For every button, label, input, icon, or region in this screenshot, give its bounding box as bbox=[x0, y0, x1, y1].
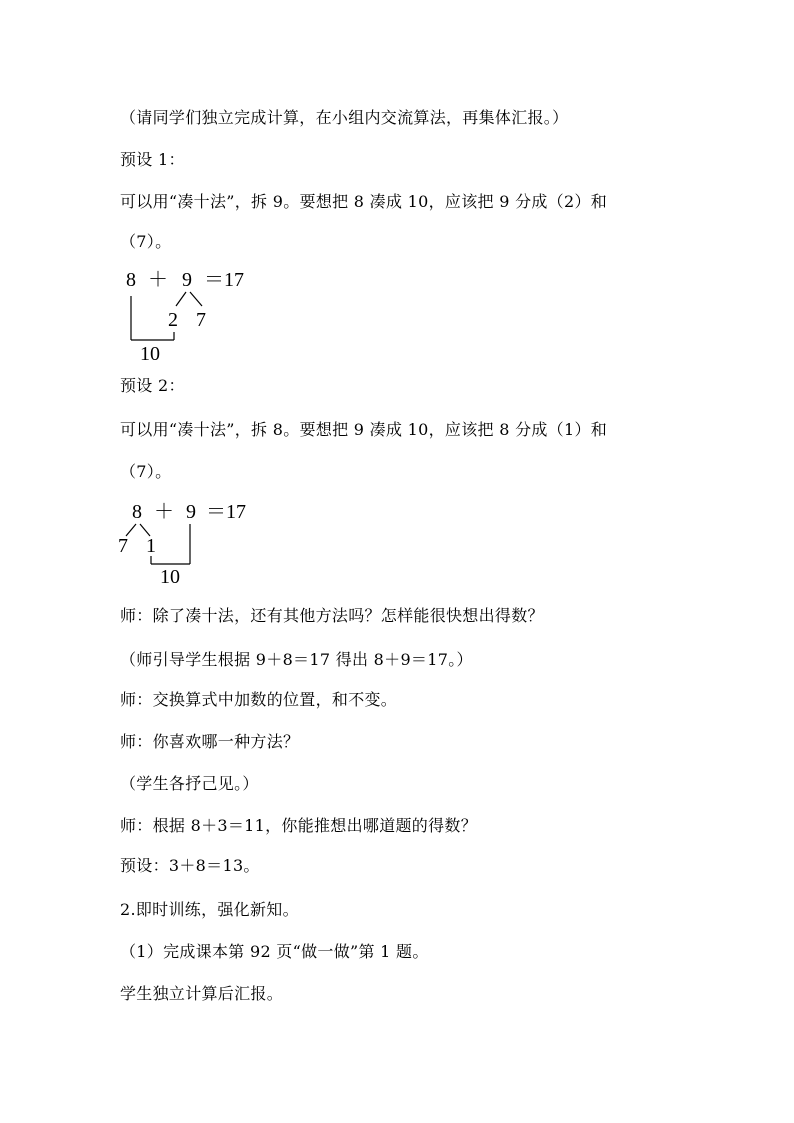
equals-result: ＝17 bbox=[206, 501, 246, 523]
split-part-left: 2 bbox=[168, 309, 178, 331]
split-line-left bbox=[176, 292, 186, 306]
make-ten-diagram-2 bbox=[110, 494, 310, 594]
teacher-guide-note: （师引导学生根据 9＋8＝17 得出 8＋9＝17。） bbox=[120, 650, 473, 669]
preset-1-heading: 预设 1： bbox=[120, 150, 185, 169]
teacher-question-other-methods: 师：除了凑十法，还有其他方法吗？怎样能很快想出得数？ bbox=[120, 606, 544, 625]
preset-2-heading: 预设 2： bbox=[120, 376, 185, 395]
preset-answer: 预设：3＋8＝13。 bbox=[120, 856, 260, 875]
split-line-right bbox=[190, 292, 202, 306]
teacher-question-infer: 师：根据 8＋3＝11，你能推想出哪道题的得数？ bbox=[120, 816, 478, 835]
addend-b: 9 bbox=[182, 269, 192, 291]
split-part-left: 7 bbox=[118, 535, 128, 557]
equals-result: ＝17 bbox=[204, 269, 244, 291]
preset-2-text: 可以用“凑十法”，拆 8。要想把 9 凑成 10，应该把 8 分成（1）和 bbox=[120, 420, 608, 439]
plus-sign: ＋ bbox=[148, 269, 168, 291]
split-part-right: 1 bbox=[146, 535, 156, 557]
make-ten-diagram-1 bbox=[110, 262, 310, 365]
addend-a: 8 bbox=[132, 501, 142, 523]
preset-1-text-cont: （7）。 bbox=[120, 232, 172, 251]
students-report-note: 学生独立计算后汇报。 bbox=[120, 984, 284, 1003]
teacher-statement-commutative: 师：交换算式中加数的位置，和不变。 bbox=[120, 690, 398, 709]
sum-ten: 10 bbox=[160, 566, 180, 588]
exercise-item-1: （1）完成课本第 92 页“做一做”第 1 题。 bbox=[120, 942, 429, 961]
split-part-right: 7 bbox=[196, 309, 206, 331]
paragraph-instruction: （请同学们独立完成计算，在小组内交流算法，再集体汇报。） bbox=[120, 108, 569, 127]
plus-sign: ＋ bbox=[154, 501, 174, 523]
students-opinions-note: （学生各抒己见。） bbox=[120, 774, 259, 793]
addend-b: 9 bbox=[186, 501, 196, 523]
section-heading-practice: 2.即时训练，强化新知。 bbox=[120, 900, 299, 919]
teacher-question-preference: 师：你喜欢哪一种方法？ bbox=[120, 732, 300, 751]
preset-2-text-cont: （7）。 bbox=[120, 462, 172, 481]
preset-1-text: 可以用“凑十法”，拆 9。要想把 8 凑成 10，应该把 9 分成（2）和 bbox=[120, 192, 608, 211]
sum-ten: 10 bbox=[140, 343, 160, 365]
addend-a: 8 bbox=[126, 269, 136, 291]
